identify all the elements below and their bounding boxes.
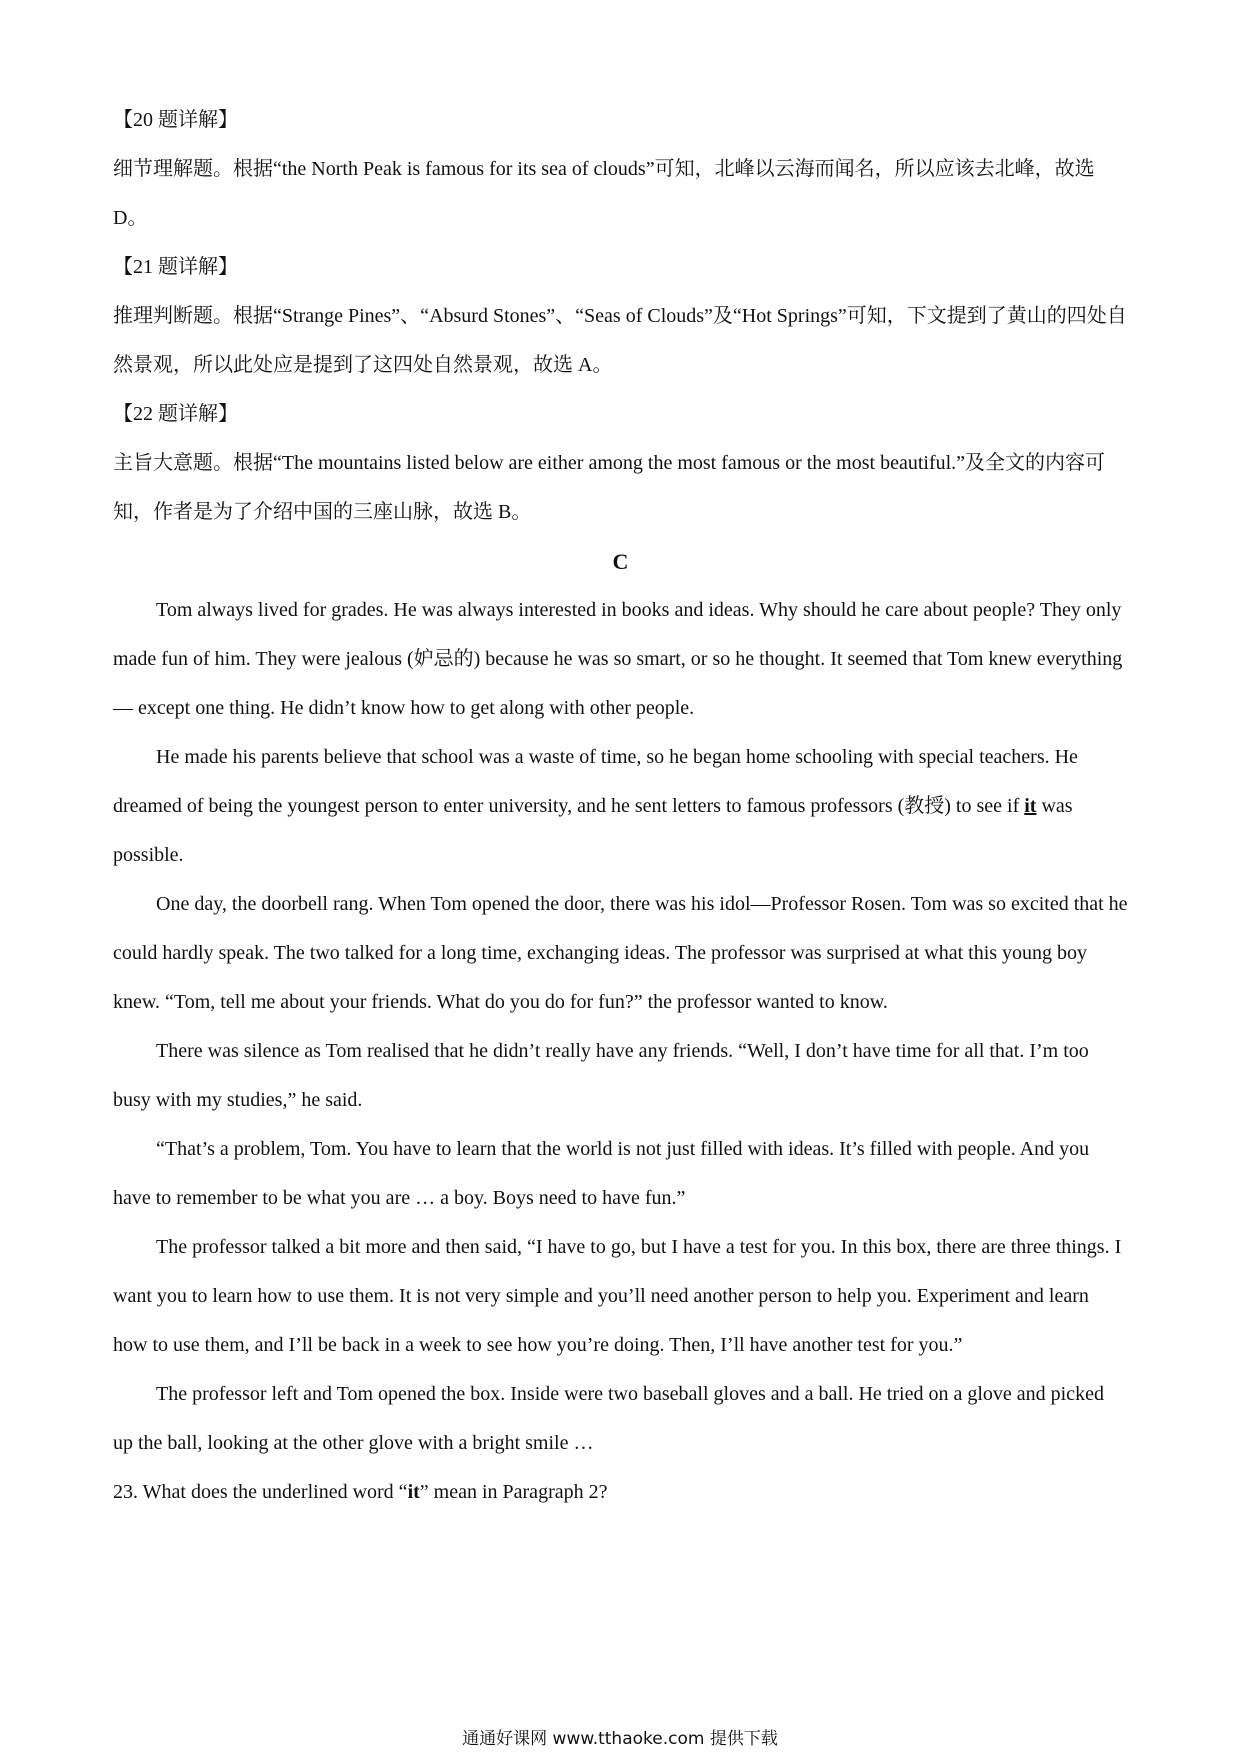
passage-paragraph-3: One day, the doorbell rang. When Tom opened the door, there was his idol—Professor Rosen. Tom was so excited that he could hardly speak. The two talked for a long time, exchanging ideas. The professor was surprised at what this young boy knew. “Tom, tell me about your friends. What do you do for fun?” the professor wanted to know.: [113, 893, 1128, 1013]
passage-paragraph-4: There was silence as Tom realised that he didn’t really have any friends. “Well, I don’t have time for all that. I’m too busy with my studies,” he said.: [113, 1040, 1089, 1111]
question-23: [113, 1468, 1128, 1517]
passage-paragraph-5: “That’s a problem, Tom. You have to learn that the world is not just filled with ideas. It’s filled with people. And you have to remember to be what you are … a boy. Boys need to have fun.”: [113, 1138, 1090, 1209]
q20-explanation: 细节理解题。根据“the North Peak is famous for its sea of clouds”可知，北峰以云海而闻名，所以应该去北峰，故选 D。: [113, 158, 1095, 229]
question-23-text-after: ” mean in Paragraph 2?: [419, 1481, 608, 1503]
underlined-word: it: [1024, 795, 1037, 817]
passage-paragraph-6: The professor talked a bit more and then said, “I have to go, but I have a test for you. In this box, there are three things. I want you to learn how to use them. It is not very simple and you’ll need another person to help you. Experiment and learn how to use them, and I’ll be back in a week to see how you’re doing. Then, I’ll have another test for you.”: [113, 1236, 1122, 1356]
page-footer: 通通好课网 www.tthaoke.com 提供下载: [462, 1729, 778, 1749]
q22-heading: 【22 题详解】: [113, 403, 238, 425]
question-23-text-before: 23. What does the underlined word “: [113, 1481, 408, 1503]
section-title: C: [612, 549, 629, 574]
document-page: [113, 96, 1128, 1517]
paragraph-2-text-before: He made his parents believe that school was a waste of time, so he began home schooling with special teachers. He dreamed of being the youngest person to enter university, and he sent letters to famous professors (教授) to see if: [113, 746, 1078, 817]
question-23-word: it: [407, 1481, 420, 1503]
passage-paragraph-1: Tom always lived for grades. He was always interested in books and ideas. Why should he care about people? They only made fun of him. They were jealous (妒忌的) because he was so smart, or so he thought. It seemed that Tom knew everything — except one thing. He didn’t know how to get along with other people.: [113, 599, 1123, 719]
q22-explanation: 主旨大意题。根据“The mountains listed below are either among the most famous or the most beautiful.”及全文的内容可知，作者是为了介绍中国的三座山脉，故选 B。: [113, 452, 1106, 523]
passage-paragraph-7: The professor left and Tom opened the box. Inside were two baseball gloves and a ball. He tried on a glove and picked up the ball, looking at the other glove with a bright smile …: [113, 1383, 1104, 1454]
passage-paragraph-2: [113, 733, 1128, 880]
q21-heading: 【21 题详解】: [113, 256, 238, 278]
paragraph-2-text-after: was possible.: [113, 795, 1073, 866]
q20-heading: 【20 题详解】: [113, 109, 238, 131]
q21-explanation: 推理判断题。根据“Strange Pines”、“Absurd Stones”、“Seas of Clouds”及“Hot Springs”可知，下文提到了黄山的四处自然景观，所以此处应是提到了这四处自然景观，故选 A。: [113, 305, 1127, 376]
